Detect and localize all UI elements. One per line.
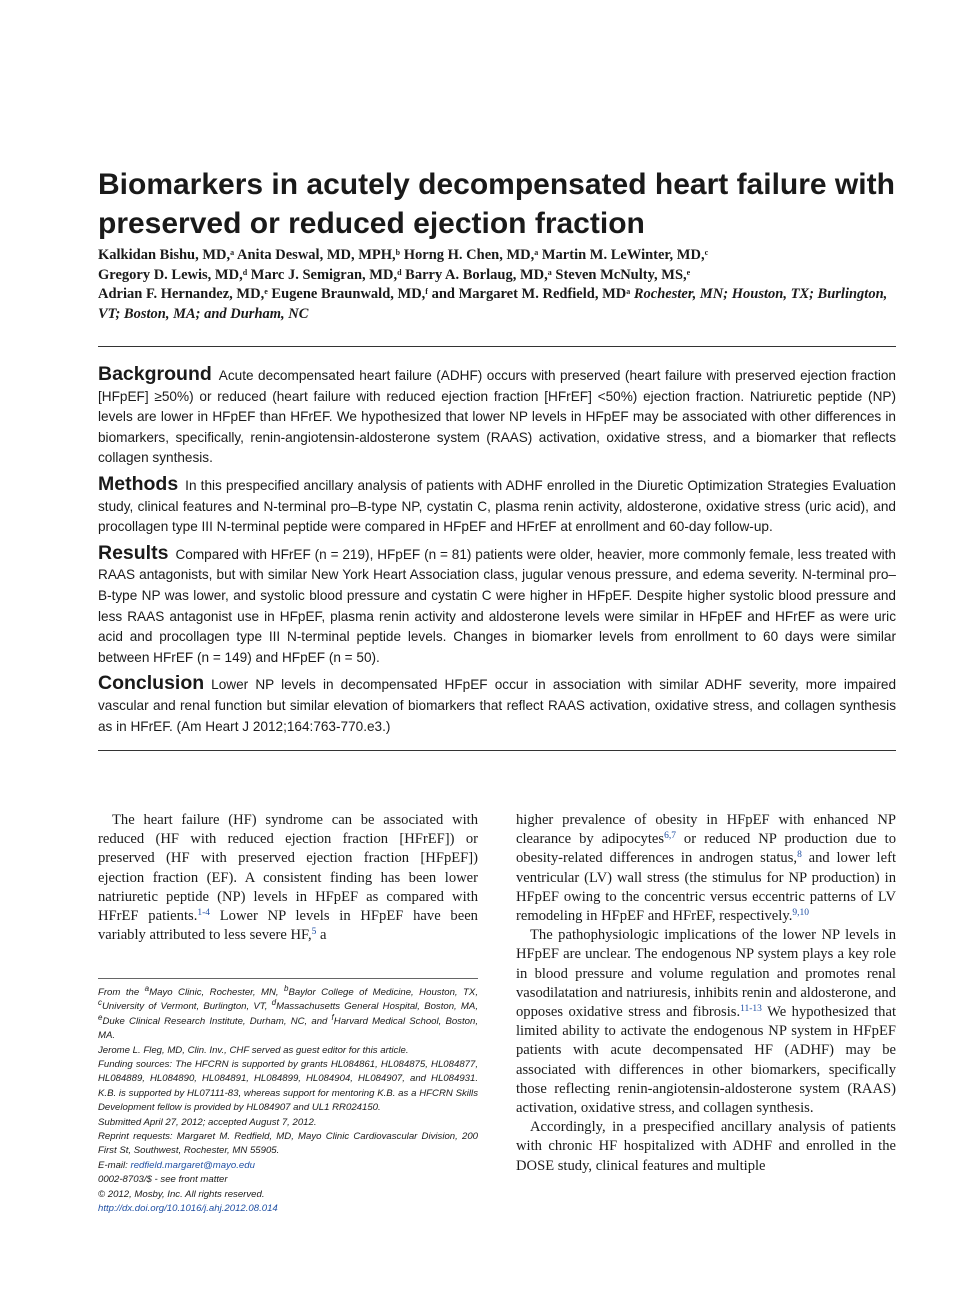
affiliations-note: From the $^a$Mayo Clinic, Rochester, MN, $^b$Baylor College of Medicine, Houston, TX, $^c$University of Vermont, Burlington, VT, $^d$Massachusetts General Hospital, Boston, MA, $^e$Duke Clinical Research Institute, Durham, NC, and $^f$Harvard Medical School, Boston, MA.	[98, 984, 478, 1042]
citation-link[interactable]: 1-4	[197, 908, 211, 919]
article-title: Biomarkers in acutely decompensated heart failure with preserved or reduced ejection fraction	[98, 168, 895, 240]
author: Marc J. Semigran, MD,$^d$	[250, 266, 402, 283]
right-column	[516, 811, 896, 1176]
guest-editor-note: Jerome L. Fleg, MD, Clin. Inv., CHF served as guest editor for this article.	[98, 1044, 409, 1056]
author: Adrian F. Hernandez, MD,$^e$	[98, 286, 268, 302]
author: Barry A. Borlaug, MD,$^a$	[405, 266, 552, 283]
citation-link[interactable]: 5	[311, 927, 317, 938]
footnotes	[98, 986, 478, 1217]
abstract-text: Acute decompensated heart failure (ADHF) occurs with preserved (heart failure with preserved ejection fraction [HFpEF] ≥50%) or reduced (heart failure with reduced ejection fraction [HFrEF] <50%) ejection fraction. Natriuretic peptide (NP) levels are lower in HFpEF than HFrEF. We hypothesized that lower NP levels in HFpEF may be associated with other differences in biomarkers, specifically, renin-angiotensin-aldosterone system (RAAS) activation, oxidative stress, and a biomarker that reflects collagen synthesis.	[98, 368, 896, 466]
funding-note: Funding sources: The HFCRN is supported by grants HL084861, HL084875, HL084877, HL084889, HL084890, HL084891, HL084899, HL084904, HL084907, and HL084931. K.B. is supported by HL07111-83, whereas support for mentoring K.B. as a HFCRN Skills Development fellow is provided by HL084907 and UL1 RR024150.	[98, 1059, 478, 1114]
author: Anita Deswal, MD, MPH,$^b$	[237, 247, 401, 263]
email-note: E-mail: redfield.margaret@mayo.edu	[98, 1159, 255, 1171]
body-paragraph: higher prevalence of obesity in HFpEF with enhanced NP clearance by adipocytes$^{6,7}$ or reduced NP production due to obesity-related differences in androgen status,$^8$ and lower left ventricular (LV) wall stress (the stimulus for NP production) in HFpEF owing to the concentric versus eccentric patterns of LV remodeling in HFpEF and HFrEF, respectively.$^{9,10}$	[516, 812, 896, 925]
abstract-text: Lower NP levels in decompensated HFpEF occur in association with similar ADHF severity, more impaired vascular and renal function but similar elevation of biomarkers that reflect RAAS activation, oxidative stress, and collagen synthesis as in HFrEF. (Am Heart J 2012;164:763-770.e3.)	[98, 677, 896, 734]
reprint-note: Reprint requests: Margaret M. Redfield, MD, Mayo Clinic Cardiovascular Division, 200 First St, Southwest, Rochester, MN 55905.	[98, 1131, 478, 1157]
copyright-note: © 2012, Mosby, Inc. All rights reserved.	[98, 1188, 265, 1200]
abstract-text: Compared with HFrEF (n = 219), HFpEF (n = 81) patients were older, heavier, more commonly female, less treated with RAAS antagonists, but with similar New York Heart Association class, jugular venous pressure, and edema severity. N-terminal pro–B-type NP was lower, and systolic blood pressure and cystatin C were higher in HFpEF. Despite higher systolic blood pressure and less RAAS antagonist use in HFpEF, plasma renin activity and aldosterone levels were similar in HFpEF and HFrEF as were uric acid and procollagen type III N-terminal peptide levels. Changes in biomarker levels from enrollment to 60 days were similar between HFrEF (n = 149) and HFpEF (n = 50).	[98, 546, 896, 665]
citation-link[interactable]: 6,7	[664, 831, 676, 842]
abstract-methods	[98, 474, 896, 538]
abstract	[98, 364, 896, 742]
author: Horng H. Chen, MD,$^a$	[403, 247, 539, 263]
abstract-conclusion	[98, 673, 896, 737]
abstract-heading: Conclusion	[98, 672, 205, 695]
left-column	[98, 811, 478, 945]
email-link[interactable]: redfield.margaret@mayo.edu	[130, 1159, 255, 1171]
author-locations: Rochester, MN; Houston, TX; Burlington, VT; Boston, MA; and Durham, NC	[98, 286, 888, 322]
citation-link[interactable]: 8	[797, 850, 802, 861]
abstract-text: In this prespecified ancillary analysis of patients with ADHF enrolled in the Diuretic Optimization Strategies Evaluation study, clinical features and N-terminal pro–B-type NP, cystatin C, plasma renin activity, aldosterone, oxidative stress (uric acid), and procollagen type III N-terminal peptide were compared in HFpEF and HFrEF at enrollment and 60-day follow-up.	[98, 477, 896, 535]
author-list	[98, 246, 898, 324]
author: Steven McNulty, MS,$^e$	[555, 266, 691, 283]
author: Gregory D. Lewis, MD,$^d$	[98, 266, 248, 283]
citation-link[interactable]: 11-13	[740, 1004, 762, 1015]
author: Martin M. LeWinter, MD,$^c$	[541, 247, 709, 263]
abstract-background	[98, 364, 896, 469]
body-paragraph: The pathophysiologic implications of the lower NP levels in HFpEF are unclear. The endogenous NP system plays a key role in blood pressure and volume regulation and promotes renal vasodilatation and natriuresis, inhibits renin and aldosterone, and opposes oxidative stress and fibrosis.$^{11-13}$ We hypothesized that limited ability to activate the endogenous NP system in HFpEF patients with acute decompensated HF (ADHF) may be associated with differences in other biomarkers, specifically those reflecting renin-angiotensin-aldosterone system (RAAS) activation, oxidative stress, and collagen synthesis.	[516, 927, 897, 1117]
abstract-bottom-rule	[98, 750, 896, 751]
author: Kalkidan Bishu, MD,$^a$	[98, 247, 235, 263]
issn-note: 0002-8703/$ - see front matter	[98, 1174, 228, 1186]
submitted-note: Submitted April 27, 2012; accepted August 7, 2012.	[98, 1116, 317, 1128]
doi-link[interactable]: http://dx.doi.org/10.1016/j.ahj.2012.08.014	[98, 1203, 278, 1215]
abstract-heading: Results	[98, 541, 169, 564]
abstract-top-rule	[98, 346, 896, 347]
author: and Margaret M. Redfield, $MD^a$	[431, 286, 631, 302]
body-paragraph: Accordingly, in a prespecified ancillary analysis of patients with chronic HF hospitalized with ADHF and enrolled in the DOSE study, clinical features and multiple	[516, 1119, 896, 1174]
abstract-results	[98, 543, 896, 669]
body-paragraph: The heart failure (HF) syndrome can be associated with reduced (HF with reduced ejection fraction [HFrEF]) or preserved (HF with preserved ejection fraction [HFpEF]) ejection fraction (EF). A consistent finding has been lower natriuretic peptide (NP) levels in HFpEF as compared with HFrEF patients.$^{1-4}$ Lower NP levels in HFpEF have been variably attributed to less severe HF,$^5$ a	[98, 812, 478, 944]
footnote-divider	[98, 978, 478, 979]
abstract-heading: Background	[98, 363, 212, 385]
abstract-heading: Methods	[98, 472, 179, 495]
citation-link[interactable]: 9,10	[792, 908, 809, 919]
author: Eugene Braunwald, MD,$^f$	[271, 286, 428, 302]
